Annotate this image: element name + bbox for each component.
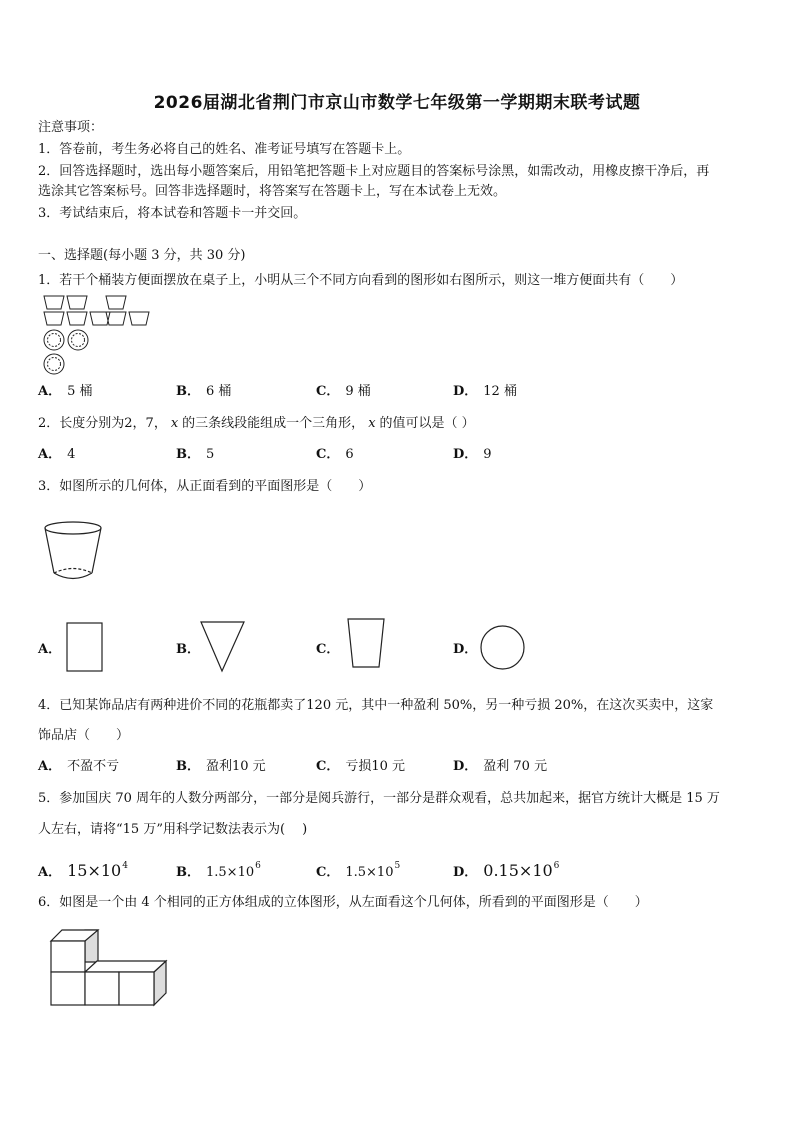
q4-stem-line2: 饰品店（ ） [38, 728, 130, 743]
notice-item-1: 1．答卷前，考生务必将自己的姓名、准考证号填写在答题卡上。 [38, 142, 411, 157]
q1-three-views-figure [42, 294, 152, 378]
q4-option-b[interactable]: B． 盈利10 元 [176, 759, 266, 774]
q3-option-a-rectangle-figure [66, 622, 104, 672]
q3-option-b[interactable]: B． [176, 642, 200, 657]
q1-option-d[interactable]: D． 12 桶 [453, 384, 517, 399]
q5-option-d[interactable]: D． $0.15\times 10^6$ [453, 861, 560, 880]
q3-option-d-circle-figure [480, 625, 526, 671]
q3-option-c-trapezoid-figure [347, 618, 387, 670]
q5-option-b[interactable]: B． $1.5\times 10^6$ [176, 861, 261, 880]
q6-stem: 6．如图是一个由 4 个相同的正方体组成的立体图形，从左面看这个几何体，所看到的平面图形是（ ） [38, 895, 648, 910]
q2-option-d[interactable]: D． 9 [453, 447, 492, 462]
q1-option-b[interactable]: B． 6 桶 [176, 384, 232, 399]
q2-stem: 2．长度分别为2，7， x 的三条线段能组成一个三角形， x 的值可以是（ ） [38, 416, 475, 431]
section-heading: 一、选择题(每小题 3 分，共 30 分) [38, 248, 246, 263]
notice-heading: 注意事项： [38, 120, 104, 135]
q4-option-a[interactable]: A． 不盈不亏 [38, 759, 120, 774]
q5-option-a[interactable]: A． $15\times 10^4$ [38, 861, 128, 880]
q5-stem-line1: 5．参加国庆 70 周年的人数分两部分，一部分是阅兵游行，一部分是群众观看，总共加起来，据官方统计大概是 15 万 [38, 791, 720, 806]
q1-option-a[interactable]: A． 5 桶 [38, 384, 93, 399]
q5-stem-line2: 人左右，请将“15 万”用科学记数法表示为( ) [38, 822, 308, 837]
q1-stem: 1．若干个桶装方便面摆放在桌子上，小明从三个不同方向看到的图形如右图所示，则这一堆方便面共有（ ） [38, 273, 684, 288]
q3-option-c[interactable]: C． [316, 642, 340, 657]
q2-option-b[interactable]: B． 5 [176, 447, 215, 462]
q3-option-d[interactable]: D． [453, 642, 478, 657]
q4-option-c[interactable]: C． 亏损10 元 [316, 759, 406, 774]
q3-stem: 3．如图所示的几何体，从正面看到的平面图形是（ ） [38, 479, 372, 494]
q3-option-b-triangle-figure [200, 621, 246, 673]
q2-option-a[interactable]: A． 4 [38, 447, 76, 462]
q6-cubes-figure [50, 929, 170, 1009]
notice-item-3: 3．考试结束后，将本试卷和答题卡一并交回。 [38, 206, 307, 221]
q3-option-a[interactable]: A． [38, 642, 62, 657]
q4-option-d[interactable]: D． 盈利 70 元 [453, 759, 548, 774]
notice-item-2: 2．回答选择题时，选出每小题答案后，用铅笔把答题卡上对应题目的答案标号涂黑，如需改动，用橡皮擦干净后，再 [38, 164, 710, 179]
q2-option-c[interactable]: C． 6 [316, 447, 354, 462]
page-title: 2026届湖北省荆门市京山市数学七年级第一学期期末联考试题 [153, 93, 641, 113]
q1-option-c[interactable]: C． 9 桶 [316, 384, 371, 399]
q4-stem-line1: 4．已知某饰品店有两种进价不同的花瓶都卖了120 元，其中一种盈利 50%，另一种亏损 20%，在这次买卖中，这家 [38, 698, 714, 713]
notice-item-2-cont: 选涂其它答案标号。回答非选择题时，将答案写在答题卡上，写在本试卷上无效。 [38, 184, 507, 199]
q5-option-c[interactable]: C． $1.5\times 10^5$ [316, 861, 401, 880]
q3-frustum-figure [44, 520, 106, 582]
